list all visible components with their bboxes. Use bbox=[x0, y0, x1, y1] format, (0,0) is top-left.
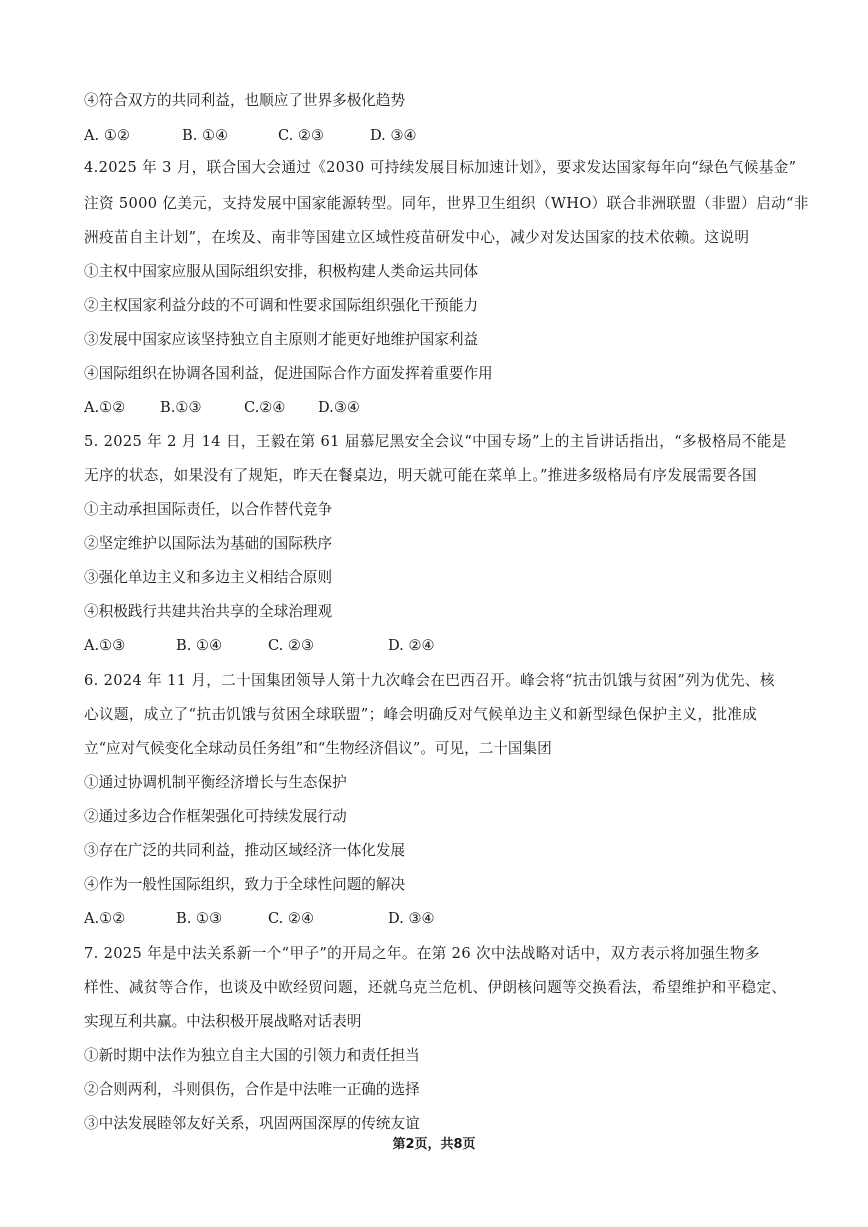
q4-item-1: ①主权中国家应服从国际组织安排，积极构建人类命运共同体 bbox=[84, 263, 479, 280]
q6-stem-line-2: 心议题，成立了“抗击饥饿与贫困全球联盟”；峰会明确反对气候单边主义和新型绿色保护主义，批准成 bbox=[84, 706, 758, 723]
q6-option-b: B. ①③ bbox=[176, 910, 223, 927]
q6-item-1: ①通过协调机制平衡经济增长与生态保护 bbox=[84, 774, 347, 791]
q5-stem-line-1: 5. 2025 年 2 月 14 日，王毅在第 61 届慕尼黑安全会议“中国专场”上的主旨讲话指出，“多极格局不能是 bbox=[84, 433, 787, 450]
q5-option-c: C. ②③ bbox=[268, 637, 315, 654]
q6-item-2: ②通过多边合作框架强化可持续发展行动 bbox=[84, 808, 347, 825]
q4-stem-line-1: 4.2025 年 3 月，联合国大会通过《2030 可持续发展目标加速计划》，要求发达国家每年向“绿色气候基金” bbox=[84, 159, 797, 176]
q5-options bbox=[84, 636, 435, 656]
q5-option-d: D. ②④ bbox=[388, 637, 435, 654]
q6-item-3: ③存在广泛的共同利益，推动区域经济一体化发展 bbox=[84, 842, 406, 859]
q7-stem-line-2: 样性、减贫等合作，也谈及中欧经贸问题，还就乌克兰危机、伊朗核问题等交换看法，希望维护和平稳定、 bbox=[84, 979, 787, 996]
q6-option-c: C. ②④ bbox=[268, 910, 315, 927]
q4-option-c: C.②④ bbox=[244, 399, 286, 416]
q4-option-a: A.①② bbox=[84, 399, 126, 416]
q4-item-3: ③发展中国家应该坚持独立自主原则才能更好地维护国家利益 bbox=[84, 331, 479, 348]
q4-option-d: D.③④ bbox=[318, 399, 360, 416]
q6-options bbox=[84, 909, 435, 929]
q3-options bbox=[84, 126, 417, 146]
q5-item-3: ③强化单边主义和多边主义相结合原则 bbox=[84, 569, 333, 586]
q6-item-4: ④作为一般性国际组织，致力于全球性问题的解决 bbox=[84, 876, 406, 893]
q3-option-b: B. ①④ bbox=[182, 127, 229, 144]
q4-item-4: ④国际组织在协调各国利益，促进国际合作方面发挥着重要作用 bbox=[84, 365, 493, 382]
q4-stem-line-2: 注资 5000 亿美元，支持发展中国家能源转型。同年，世界卫生组织（WHO）联合非洲联盟（非盟）启动“非 bbox=[84, 195, 809, 212]
q7-item-1: ①新时期中法作为独立自主大国的引领力和责任担当 bbox=[84, 1047, 420, 1064]
q5-item-4: ④积极践行共建共治共享的全球治理观 bbox=[84, 603, 333, 620]
q7-item-3: ③中法发展睦邻友好关系，巩固两国深厚的传统友谊 bbox=[84, 1115, 420, 1132]
q6-stem-line-3: 立“应对气候变化全球动员任务组”和“生物经济倡议”。可见，二十国集团 bbox=[84, 740, 552, 757]
q7-stem-line-3: 实现互利共赢。中法积极开展战略对话表明 bbox=[84, 1013, 362, 1030]
q4-options bbox=[84, 398, 360, 418]
q5-option-a: A.①③ bbox=[84, 637, 126, 654]
q3-option-a: A. ①② bbox=[84, 127, 130, 144]
q5-option-b: B. ①④ bbox=[176, 637, 223, 654]
q5-item-1: ①主动承担国际责任，以合作替代竞争 bbox=[84, 501, 333, 518]
q4-option-b: B.①③ bbox=[160, 399, 202, 416]
q5-item-2: ②坚定维护以国际法为基础的国际秩序 bbox=[84, 535, 333, 552]
q3-option-c: C. ②③ bbox=[278, 127, 325, 144]
q7-stem-line-1: 7. 2025 年是中法关系新一个“甲子”的开局之年。在第 26 次中法战略对话中，双方表示将加强生物多 bbox=[84, 945, 760, 962]
q4-stem-line-3: 洲疫苗自主计划”，在埃及、南非等国建立区域性疫苗研发中心，减少对发达国家的技术依赖。这说明 bbox=[84, 229, 750, 246]
q6-option-a: A.①② bbox=[84, 910, 126, 927]
q6-stem-line-1: 6. 2024 年 11 月，二十国集团领导人第十九次峰会在巴西召开。峰会将“抗击饥饿与贫困”列为优先、核 bbox=[84, 672, 775, 689]
q7-item-2: ②合则两利，斗则俱伤，合作是中法唯一正确的选择 bbox=[84, 1081, 420, 1098]
page-number-footer: 第2页，共8页 bbox=[392, 1137, 476, 1152]
q3-option-d: D. ③④ bbox=[370, 127, 417, 144]
q6-option-d: D. ③④ bbox=[388, 910, 435, 927]
q4-item-2: ②主权国家利益分歧的不可调和性要求国际组织强化干预能力 bbox=[84, 297, 479, 314]
q5-stem-line-2: 无序的状态，如果没有了规矩，昨天在餐桌边，明天就可能在菜单上。”推进多级格局有序发展需要各国 bbox=[84, 467, 757, 484]
q3-item-4: ④符合双方的共同利益，也顺应了世界多极化趋势 bbox=[84, 92, 406, 109]
